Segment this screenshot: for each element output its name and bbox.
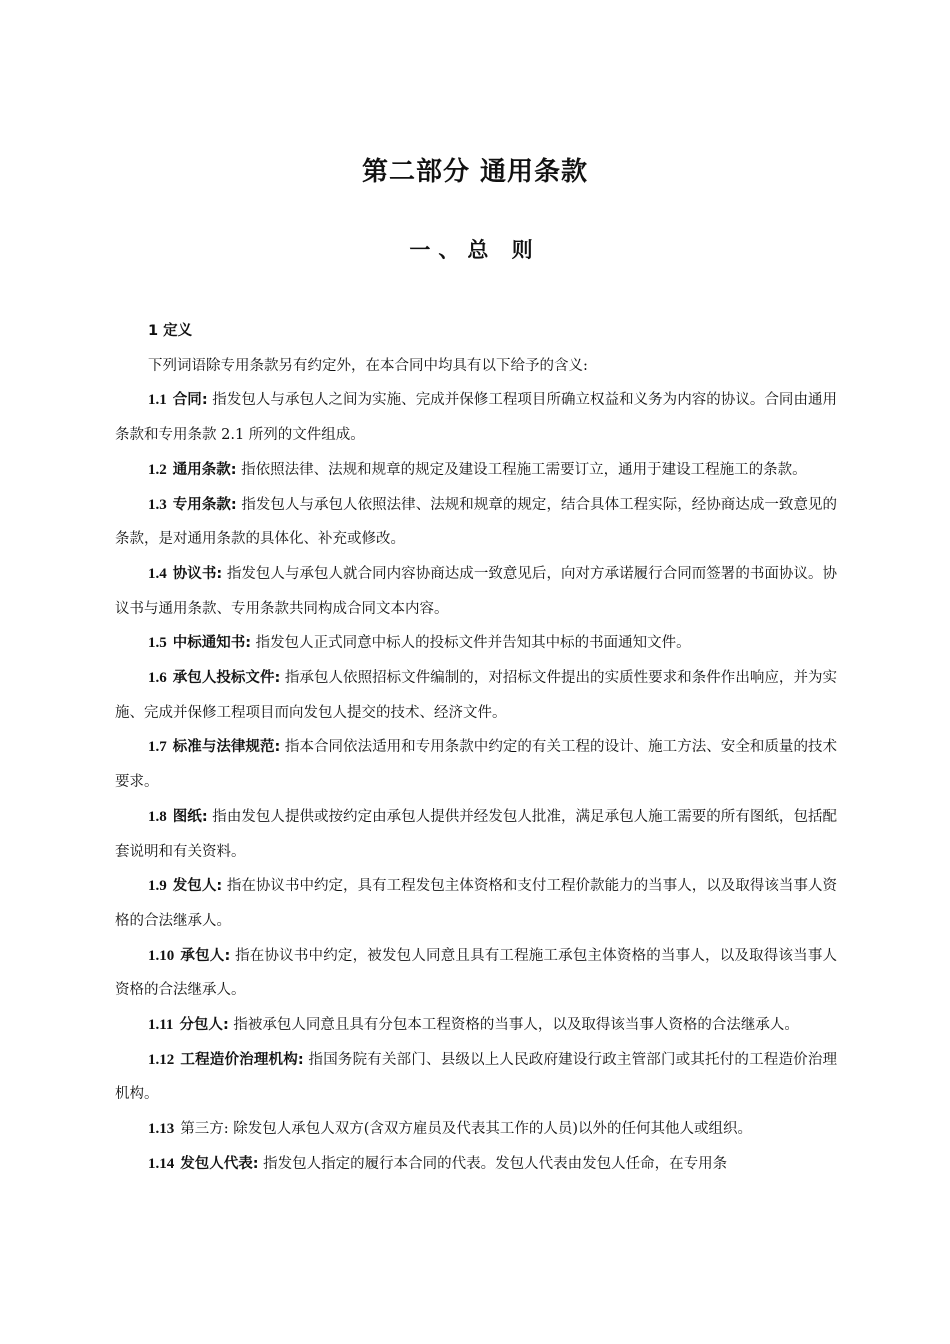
clause-text: 除发包人承包人双方(含双方雇员及代表其工作的人员)以外的任何其他人或组织。 <box>228 1121 753 1138</box>
clause-paragraph <box>115 1147 837 1182</box>
clause-text: 指被承包人同意且具有分包本工程资格的当事人，以及取得该当事人资格的合法继承人。 <box>228 1017 799 1034</box>
clause-term: 发包人代表 <box>180 1155 253 1172</box>
clause-term: 工程造价治理机构 <box>180 1051 298 1068</box>
clause-separator: : <box>222 1017 229 1034</box>
clause-number: 1.1 <box>148 392 167 409</box>
clause-term: 通用条款 <box>172 461 231 478</box>
clause-separator: : <box>230 496 237 513</box>
clause-paragraph <box>115 1043 837 1112</box>
clause-paragraph <box>115 453 837 488</box>
clause-separator: : <box>274 739 281 756</box>
definition-heading: 1 定义 <box>148 323 193 339</box>
clause-term: 协议书 <box>172 565 217 582</box>
clause-term: 第三方 <box>180 1121 224 1138</box>
clause-text: 指由发包人提供或按约定由承包人提供并经发包人批准，满足承包人施工需要的所有图纸，包括配套说明和有关资料。 <box>115 808 838 860</box>
clause-term: 图纸 <box>172 808 202 825</box>
clause-separator: : <box>274 670 281 687</box>
clause-term: 发包人 <box>172 878 217 895</box>
clause-paragraph <box>115 939 837 1008</box>
clause-term: 合同 <box>172 392 202 409</box>
clause-separator: : <box>216 878 223 895</box>
clause-text: 指承包人依照招标文件编制的，对招标文件提出的实质性要求和条件作出响应，并为实施、完成并保修工程项目而向发包人提交的技术、经济文件。 <box>115 670 837 721</box>
clause-number: 1.11 <box>148 1017 174 1034</box>
clause-term: 中标通知书 <box>172 635 246 652</box>
clause-term: 承包人 <box>180 947 225 964</box>
clause-term: 标准与法律规范 <box>172 739 275 756</box>
clause-separator: : <box>224 947 231 964</box>
clause-text: 指本合同依法适用和专用条款中约定的有关工程的设计、施工方法、安全和质量的技术要求。 <box>115 739 837 791</box>
clause-paragraph <box>115 869 837 938</box>
clause-number: 1.8 <box>148 808 167 825</box>
clause-text: 指依照法律、法规和规章的规定及建设工程施工需要订立，通用于建设工程施工的条款。 <box>236 461 807 478</box>
clause-paragraph <box>115 1112 837 1147</box>
clause-text: 指发包人与承包人就合同内容协商达成一致意见后，向对方承诺履行合同而签署的书面协议。协议书与通用条款、专用条款共同构成合同文本内容。 <box>115 565 838 617</box>
clause-text: 指发包人正式同意中标人的投标文件并告知其中标的书面通知文件。 <box>251 635 691 652</box>
clause-separator: : <box>201 392 208 409</box>
clause-number: 1.10 <box>148 947 175 964</box>
clause-number: 1.2 <box>148 461 167 478</box>
clause-text: 指在协议书中约定，被发包人同意且具有工程施工承包主体资格的当事人，以及取得该当事人资格的合法继承人。 <box>115 947 838 999</box>
clause-text: 指发包人与承包人依照法律、法规和规章的规定，结合具体工程实际，经协商达成一致意见的条款，是对通用条款的具体化、补充或修改。 <box>115 496 838 548</box>
clause-text: 指在协议书中约定，具有工程发包主体资格和支付工程价款能力的当事人，以及取得该当事人资格的合法继承人。 <box>115 878 838 929</box>
clause-number: 1.4 <box>148 565 167 582</box>
clause-number: 1.6 <box>148 670 167 687</box>
intro-paragraph: 下列词语除专用条款另有约定外，在本合同中均具有以下给予的含义: <box>148 357 588 374</box>
clause-separator: : <box>216 565 223 582</box>
clause-paragraph <box>115 800 837 869</box>
clause-paragraph <box>115 557 837 626</box>
clause-paragraph <box>115 730 837 799</box>
clause-paragraph <box>115 1008 837 1043</box>
clause-term: 分包人 <box>179 1017 223 1034</box>
section-title: 一、总 则 <box>409 238 541 262</box>
clause-number: 1.7 <box>148 739 167 756</box>
clause-paragraph <box>115 661 837 730</box>
clause-text: 指发包人指定的履行本合同的代表。发包人代表由发包人任命，在专用条 <box>258 1155 728 1172</box>
clause-paragraph <box>115 626 837 661</box>
clause-paragraph <box>115 383 837 452</box>
clause-number: 1.5 <box>148 635 167 652</box>
page-title: 第二部分 通用条款 <box>361 157 589 187</box>
clause-number: 1.14 <box>148 1155 175 1172</box>
clause-paragraph <box>115 488 837 557</box>
clause-number: 1.9 <box>148 878 167 895</box>
clause-number: 1.12 <box>148 1051 175 1068</box>
clause-separator: : <box>245 635 252 652</box>
clause-separator: : <box>297 1051 304 1068</box>
clause-list <box>115 383 837 1181</box>
document-body <box>115 314 837 1182</box>
clause-separator: : <box>201 808 208 825</box>
clause-number: 1.3 <box>148 496 167 513</box>
clause-text: 指发包人与承包人之间为实施、完成并保修工程项目所确立权益和义务为内容的协议。合同由通用条款和专用条款 2.1 所列的文件组成。 <box>115 392 838 444</box>
clause-text: 指国务院有关部门、县级以上人民政府建设行政主管部门或其托付的工程造价治理机构。 <box>115 1051 838 1103</box>
clause-term: 承包人投标文件 <box>172 670 275 687</box>
clause-separator: : <box>230 461 237 478</box>
clause-term: 专用条款 <box>172 496 231 513</box>
clause-number: 1.13 <box>148 1121 175 1138</box>
clause-separator: : <box>223 1121 229 1138</box>
clause-separator: : <box>252 1155 259 1172</box>
